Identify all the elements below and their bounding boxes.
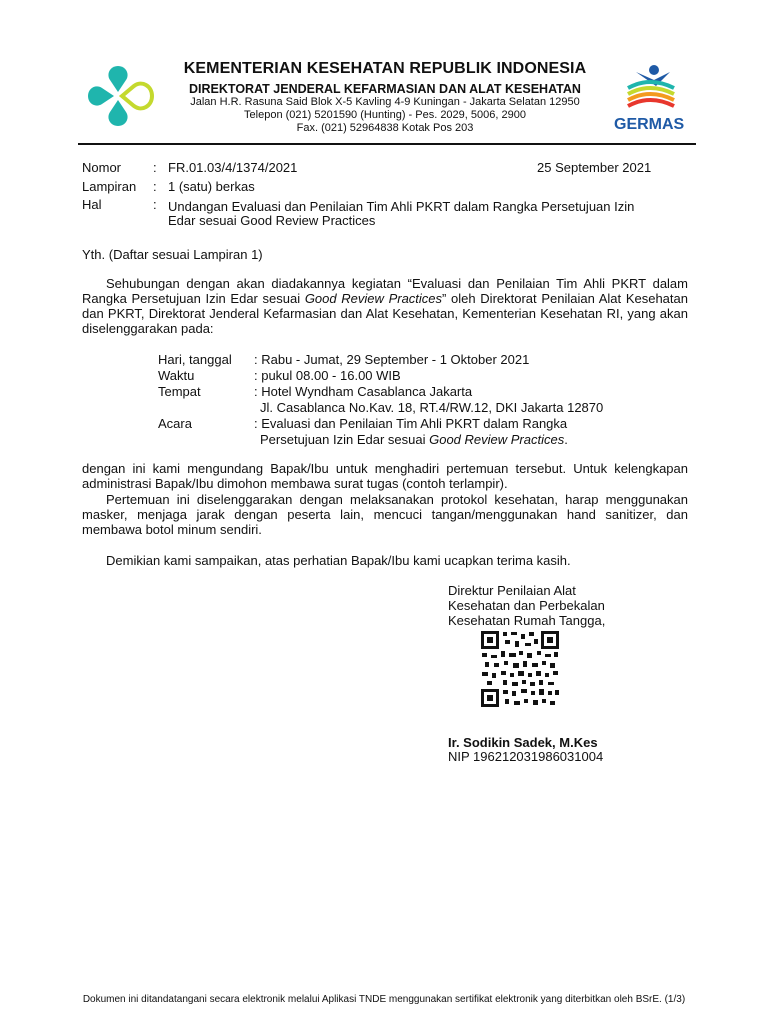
signer-title-2: Kesehatan dan Perbekalan (448, 598, 605, 613)
acara-label: Acara (158, 416, 192, 431)
acara-text-b: . (564, 432, 568, 447)
germas-label: GERMAS (614, 116, 685, 133)
waktu-value: : pukul 08.00 - 16.00 WIB (254, 368, 401, 383)
p1-italic: Good Review Practices (304, 291, 443, 306)
hal-label: Hal (82, 197, 102, 212)
letter-date: 25 September 2021 (537, 160, 652, 175)
ministry-name: KEMENTERIAN KESEHATAN REPUBLIK INDONESIA (183, 60, 587, 77)
directorate-name: DIREKTORAT JENDERAL KEFARMASIAN DAN ALAT KESEHATAN (189, 82, 581, 96)
acara-value-1: : Evaluasi dan Penilaian Tim Ahli PKRT dalam Rangka (254, 416, 568, 431)
letterhead-rule (78, 143, 696, 145)
e-signature-footer: Dokumen ini ditandatangani secara elektronik melalui Aplikasi TNDE menggunakan sertifikat elektronik yang diterbitkan oleh BSrE. (1/3) (82, 994, 686, 1005)
hal-value-line-2: Edar sesuai Good Review Practices (168, 213, 376, 228)
acara-italic: Good Review Practices (429, 432, 565, 447)
lampiran-label: Lampiran (82, 179, 137, 194)
p1-text-b: ” oleh Direktorat Penilaian Alat Kesehatan dan PKRT, Direktorat Jenderal Kefarmasian dan Alat Kesehatan, Kementerian Kesehatan RI, yang akan diselenggarakan pada: (82, 291, 688, 336)
qr-code (479, 629, 561, 709)
hal-colon: : (153, 197, 157, 212)
paragraph-opening (82, 276, 688, 336)
paragraph-closing: Demikian kami sampaikan, atas perhatian Bapak/Ibu kami ucapkan terima kasih. (106, 553, 571, 568)
tempat-value-1: : Hotel Wyndham Casablanca Jakarta (254, 384, 473, 399)
lampiran-value: 1 (satu) berkas (168, 179, 255, 194)
fax-line: Fax. (021) 52964838 Kotak Pos 203 (296, 122, 474, 134)
tempat-label: Tempat (158, 384, 201, 399)
signer-title-1: Direktur Penilaian Alat (448, 583, 576, 598)
signer-title-3: Kesehatan Rumah Tangga, (448, 613, 606, 628)
kemenkes-logo (82, 60, 158, 132)
tempat-value-2: Jl. Casablanca No.Kav. 18, RT.4/RW.12, DKI Jakarta 12870 (260, 400, 604, 415)
paragraph-invitation: dengan ini kami mengundang Bapak/Ibu untuk menghadiri pertemuan tersebut. Untuk kelengkapan administrasi Bapak/Ibu dimohon membawa surat tugas (contoh terlampir). (82, 461, 688, 491)
addressee: Yth. (Daftar sesuai Lampiran 1) (82, 247, 263, 262)
nomor-label: Nomor (82, 160, 122, 175)
nomor-colon: : (153, 160, 157, 175)
waktu-label: Waktu (158, 368, 195, 383)
nomor-value: FR.01.03/4/1374/2021 (168, 160, 298, 175)
hari-value: : Rabu - Jumat, 29 September - 1 Oktober 2021 (254, 352, 530, 367)
acara-value-2 (260, 432, 568, 447)
p1-text-a: Sehubungan dengan akan diadakannya kegiatan “Evaluasi dan Penilaian Tim Ahli PKRT dalam Rangka Persetujuan Izin Edar sesuai (82, 276, 688, 306)
hari-label: Hari, tanggal (158, 352, 232, 367)
hal-value-line-1: Undangan Evaluasi dan Penilaian Tim Ahli PKRT dalam Rangka Persetujuan Izin (168, 199, 635, 214)
acara-text-a: Persetujuan Izin Edar sesuai (260, 432, 430, 447)
signer-nip: NIP 196212031986031004 (448, 749, 604, 764)
germas-logo (610, 62, 690, 136)
lampiran-colon: : (153, 179, 157, 194)
address-block (150, 96, 620, 135)
paragraph-protocol: Pertemuan ini diselenggarakan dengan melaksanakan protokol kesehatan, harap menggunakan masker, menjaga jarak dengan peserta lain, mencuci tangan/menggunakan hand sanitizer, dan membawa botol minum sendiri. (82, 492, 688, 537)
address-line: Jalan H.R. Rasuna Said Blok X-5 Kavling 4-9 Kuningan - Jakarta Selatan 12950 (190, 96, 580, 108)
phone-line: Telepon (021) 5201590 (Hunting) - Pes. 2029, 5006, 2900 (244, 109, 526, 121)
signer-name: Ir. Sodikin Sadek, M.Kes (448, 735, 598, 750)
